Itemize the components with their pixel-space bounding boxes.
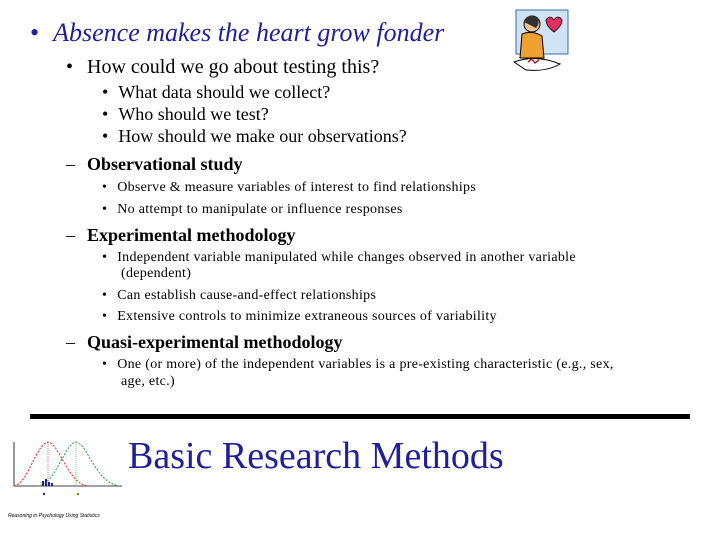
- item-text: Independent variable manipulated while changes observed in another variable: [117, 250, 576, 265]
- quasi-item-1-cont: [121, 374, 175, 390]
- dash-glyph: –: [66, 154, 75, 174]
- experimental-item-3: [102, 309, 497, 325]
- heading-text: Absence makes the heart grow fonder: [53, 18, 445, 47]
- footer-title: Basic Research Methods: [128, 435, 504, 477]
- item-bullet: •: [102, 202, 108, 217]
- item-bullet: •: [102, 309, 108, 324]
- dash-glyph: –: [66, 225, 75, 245]
- footer-caption: Reasoning in Psychology Using Statistics: [8, 513, 100, 519]
- sub-question-2: [102, 104, 269, 125]
- item-text: Extensive controls to minimize extraneous sources of variability: [117, 309, 497, 324]
- section-title-text: Observational study: [87, 154, 243, 174]
- distribution-curves-icon: [8, 434, 126, 504]
- section-title-text: Experimental methodology: [87, 225, 296, 245]
- item-text: Observe & measure variables of interest to find relationships: [117, 180, 477, 195]
- section-quasi-title: [66, 332, 342, 353]
- footer-divider: [30, 414, 690, 419]
- item-text: (dependent): [121, 266, 192, 281]
- item-text: Can establish cause-and-effect relationships: [117, 288, 377, 303]
- section-experimental-title: [66, 225, 296, 246]
- sub-question-text: How should we make our observations?: [118, 126, 407, 146]
- item-text: One (or more) of the independent variables is a pre-existing characteristic (e.g., sex,: [117, 357, 614, 372]
- item-text: age, etc.): [121, 374, 175, 389]
- experimental-item-2: [102, 288, 376, 304]
- sub-question-3: [102, 126, 407, 147]
- observational-item-2: [102, 202, 403, 218]
- item-text: No attempt to manipulate or influence responses: [117, 202, 403, 217]
- sub-question-1: [102, 82, 330, 103]
- sub-question-text: What data should we collect?: [118, 82, 331, 102]
- sub-question-bullet: •: [102, 126, 109, 146]
- item-bullet: •: [102, 180, 108, 195]
- heading-bullet: •: [30, 18, 40, 47]
- question-text: How could we go about testing this?: [87, 56, 380, 78]
- item-bullet: •: [102, 288, 108, 303]
- experimental-item-1-cont: [121, 266, 191, 282]
- sub-question-bullet: •: [102, 104, 109, 124]
- item-bullet: •: [102, 250, 108, 265]
- heart-clipart-icon: [506, 8, 572, 74]
- observational-item-1: [102, 180, 476, 196]
- section-title-text: Quasi-experimental methodology: [87, 332, 343, 352]
- sub-question-bullet: •: [102, 82, 109, 102]
- question-bullet: •: [66, 56, 74, 78]
- item-bullet: •: [102, 357, 108, 372]
- sub-question-text: Who should we test?: [118, 104, 269, 124]
- question-line: [66, 56, 379, 79]
- quasi-item-1: [102, 357, 614, 373]
- experimental-item-1: [102, 250, 576, 266]
- slide-heading: [30, 18, 444, 48]
- section-observational-title: [66, 154, 243, 175]
- dash-glyph: –: [66, 332, 75, 352]
